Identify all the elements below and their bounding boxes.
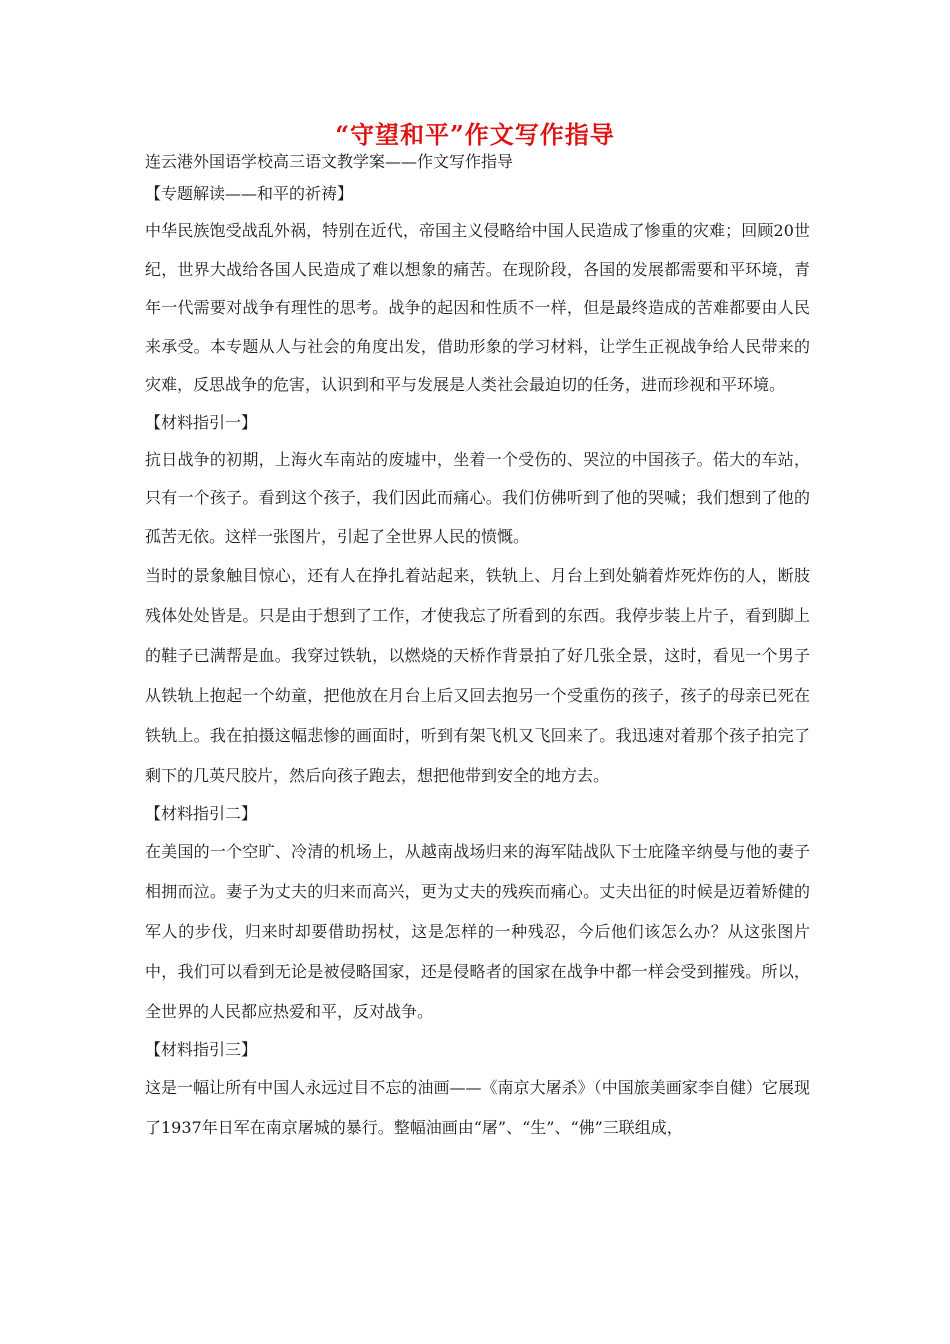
document-title: “守望和平”作文写作指导 <box>335 120 615 149</box>
section-intro-paragraph: 中华民族饱受战乱外祸，特别在近代，帝国主义侵略给中国人民造成了惨重的灾难；回顾20世纪，世界大战给各国人民造成了难以想象的痛苦。在现阶段，各国的发展都需要和平环境，青年一代需要对战争有理性的思考。战争的起因和性质不一样，但是最终造成的苦难都要由人民来承受。本专题从人与社会的角度出发，借助形象的学习材料，让学生正视战争给人民带来的灾难，反思战争的危害，认识到和平与发展是人类社会最迫切的任务，进而珍视和平环境。 <box>145 221 810 394</box>
material-2-paragraph: 在美国的一个空旷、冷清的机场上，从越南战场归来的海军陆战队下士庇隆辛纳曼与他的妻子相拥而泣。妻子为丈夫的归来而高兴，更为丈夫的残疾而痛心。丈夫出征的时候是迈着矫健的军人的步伐，归来时却要借助拐杖，这是怎样的一种残忍，今后他们该怎么办？从这张图片中，我们可以看到无论是被侵略国家，还是侵略者的国家在战争中都一样会受到摧残。所以，全世界的人民都应热爱和平，反对战争。 <box>145 842 810 1021</box>
document-body <box>145 148 810 1148</box>
document-subtitle: 连云港外国语学校高三语文教学案——作文写作指导 <box>145 152 514 171</box>
section-heading-material-3: 【材料指引三】 <box>145 1040 258 1059</box>
section-heading-intro: 【专题解读——和平的祈祷】 <box>145 184 354 203</box>
section-heading-material-1: 【材料指引一】 <box>145 412 258 432</box>
material-3-paragraph: 这是一幅让所有中国人永远过目不忘的油画——《南京大屠杀》（中国旅美画家李自健）它展现了1937年日军在南京屠城的暴行。整幅油画由“屠”、“生”、“佛”三联组成， <box>145 1078 810 1137</box>
material-1-paragraph-1: 抗日战争的初期，上海火车南站的废墟中，坐着一个受伤的、哭泣的中国孩子。偌大的车站，只有一个孩子。看到这个孩子，我们因此而痛心。我们仿佛听到了他的哭喊；我们想到了他的孤苦无依。这样一张图片，引起了全世界人民的愤慨。 <box>145 449 810 546</box>
material-1-paragraph-2: 当时的景象触目惊心，还有人在挣扎着站起来，铁轨上、月台上到处躺着炸死炸伤的人，断肢残体处处皆是。只是由于想到了工作，才使我忘了所看到的东西。我停步装上片子，看到脚上的鞋子已满帮是血。我穿过铁轨，以燃烧的天桥作背景拍了好几张全景，这时，看见一个男子从铁轨上抱起一个幼童，把他放在月台上后又回去抱另一个受重伤的孩子，孩子的母亲已死在铁轨上。我在拍摄这幅悲惨的画面时，听到有架飞机又飞回来了。我迅速对着那个孩子拍完了剩下的几英尺胶片，然后向孩子跑去，想把他带到安全的地方去。 <box>145 566 810 785</box>
section-heading-material-2: 【材料指引二】 <box>145 804 258 823</box>
